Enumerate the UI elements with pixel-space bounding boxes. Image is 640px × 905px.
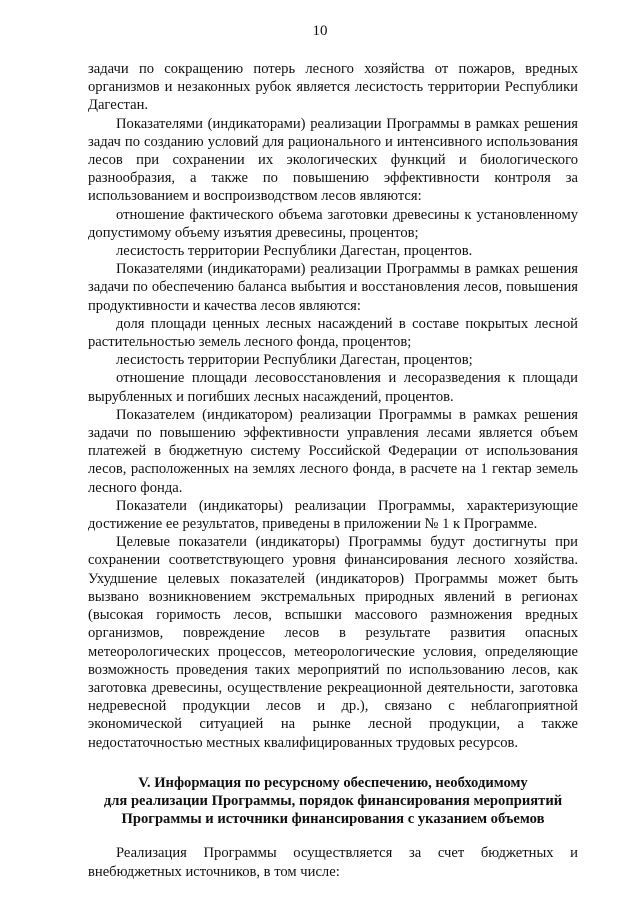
body-paragraph: задачи по сокращению потерь лесного хозяйства от пожаров, вредных организмов и незаконных рубок является лесистость территории Республики Дагестан.: [88, 61, 578, 114]
body-paragraph: Показателями (индикаторами) реализации Программы в рамках решения задачи по обеспечению баланса выбытия и восстановления лесов, повышения продуктивности и качества лесов являются:: [88, 261, 578, 314]
section-heading-line-3: Программы и источники финансирования с указанием объемов: [121, 811, 545, 828]
paragraphs-before-heading: [88, 60, 578, 752]
body-paragraph: отношение площади лесовосстановления и лесоразведения к площади вырубленных и погибших лесных насаждений, процентов.: [88, 370, 578, 405]
page-number: 10: [312, 23, 328, 39]
body-paragraph: Целевые показатели (индикаторы) Программы будут достигнуты при сохранении соответствующего уровня финансирования лесного хозяйства. Ухудшение целевых показателей (индикаторов) Программы может быть вызвано возникновением экстремальных природных явлений в регионах (высокая горимость лесов, вспышки массового размножения вредных организмов, повреждение лесов в результате развития опасных метеорологических процессов, метеорологические условия, определяющие возможность проведения таких мероприятий по использованию лесов, как заготовка древесины, осуществление рекреационной деятельности, заготовка недревесной продукции лесов и др.), связано с неблагоприятной экономической ситуацией на рынке лесной продукции, а также недостаточностью местных квалифицированных трудовых ресурсов.: [88, 534, 578, 751]
body-paragraph: Показателями (индикаторами) реализации Программы в рамках решения задач по созданию условий для рационального и интенсивного использования лесов при сохранении их экологических функций и биологического разнообразия, а также по повышению эффективности контроля за использованием и воспроизводством лесов являются:: [88, 115, 578, 205]
section-heading: [88, 774, 578, 829]
body-paragraph: лесистость территории Республики Дагестан, процентов.: [116, 243, 473, 260]
section-heading-line-2: для реализации Программы, порядок финансирования мероприятий: [103, 792, 563, 809]
document-body: [88, 60, 578, 881]
section-heading-line-1: V. Информация по ресурсному обеспечению, необходимому: [138, 774, 528, 791]
body-paragraph: Показатели (индикаторы) реализации Программы, характеризующие достижение ее результатов, приведены в приложении № 1 к Программе.: [88, 497, 578, 533]
body-paragraph: отношение фактического объема заготовки древесины к установленному допустимому объему изъятия древесины, процентов;: [88, 206, 578, 241]
body-paragraph: лесистость территории Республики Дагестан, процентов;: [116, 352, 473, 369]
body-paragraph: доля площади ценных лесных насаждений в составе покрытых лесной растительностью земель лесного фонда, процентов;: [88, 315, 578, 351]
body-paragraph: Показателем (индикатором) реализации Программы в рамках решения задачи по повышению эффективности управления лесами является объем платежей в бюджетную систему Российской Федерации от использования лесов, расположенных на землях лесного фонда, в расчете на 1 гектар земель лесного фонда.: [88, 406, 578, 496]
paragraph-after-heading: Реализация Программы осуществляется за счет бюджетных и внебюджетных источников, в том числе:: [88, 845, 578, 880]
